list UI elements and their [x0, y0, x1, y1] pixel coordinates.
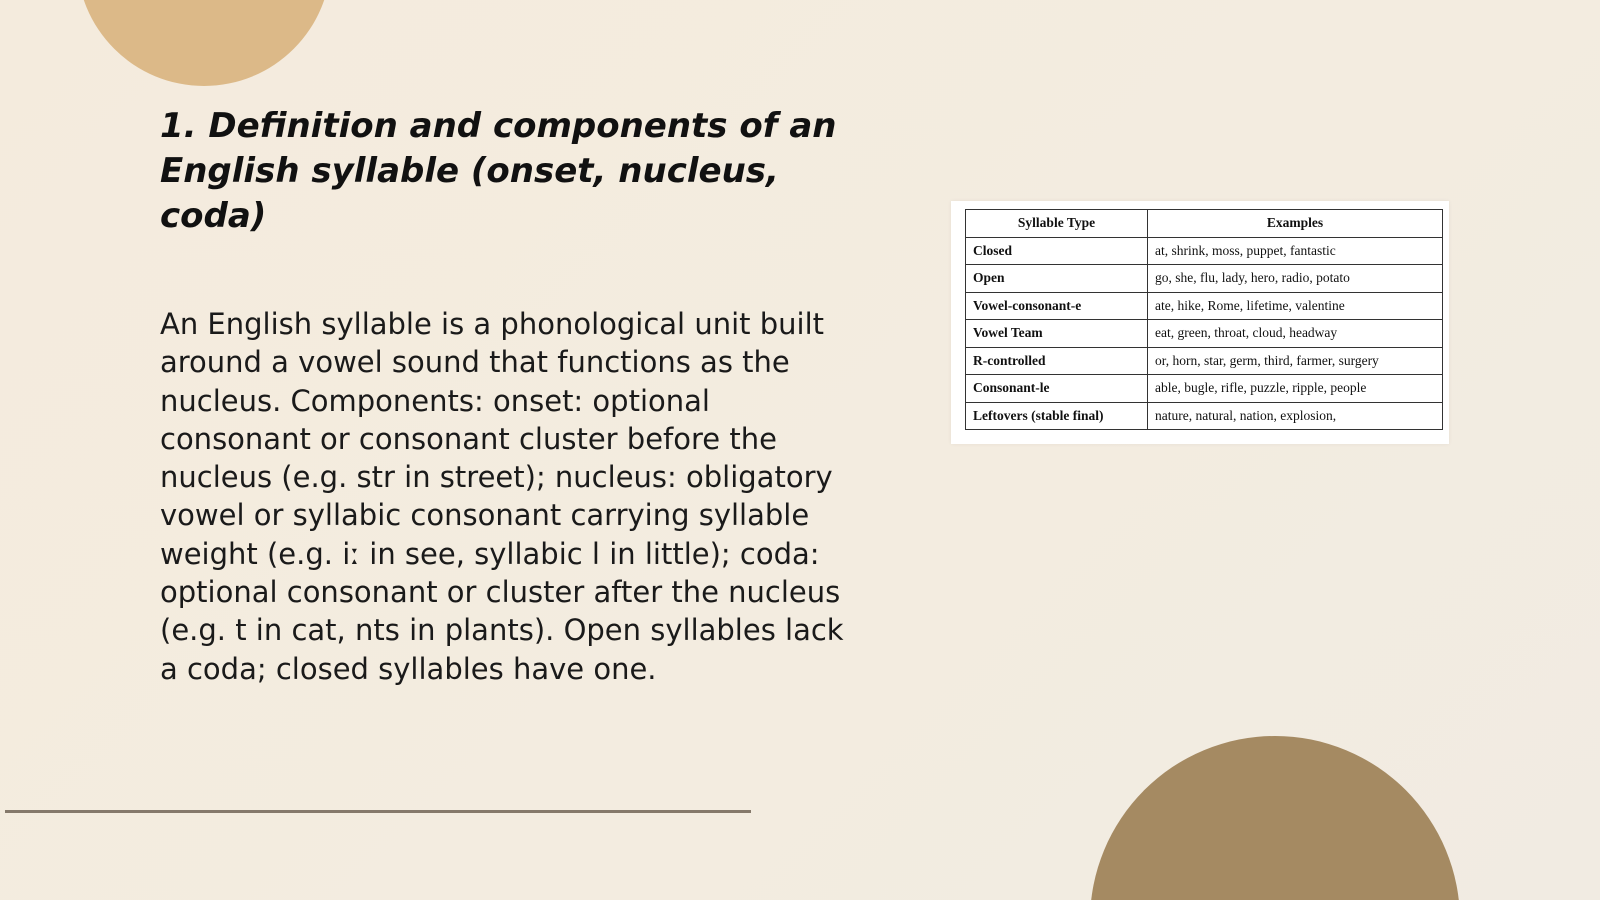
syllable-type-cell: Vowel Team — [966, 320, 1148, 348]
syllable-type-cell: Open — [966, 265, 1148, 293]
examples-cell: ate, hike, Rome, lifetime, valentine — [1148, 292, 1443, 320]
examples-cell: nature, natural, nation, explosion, — [1148, 402, 1443, 430]
table-row — [966, 237, 1443, 265]
decorative-circle-bottom — [1090, 736, 1460, 900]
table-row — [966, 265, 1443, 293]
examples-cell: or, horn, star, germ, third, farmer, surgery — [1148, 347, 1443, 375]
divider-line — [5, 810, 751, 813]
table-row — [966, 402, 1443, 430]
examples-cell: go, she, flu, lady, hero, radio, potato — [1148, 265, 1443, 293]
examples-cell: eat, green, throat, cloud, headway — [1148, 320, 1443, 348]
table-row — [966, 320, 1443, 348]
examples-cell: at, shrink, moss, puppet, fantastic — [1148, 237, 1443, 265]
syllable-type-cell: Leftovers (stable final) — [966, 402, 1148, 430]
decorative-circle-top — [77, 0, 331, 86]
table-row — [966, 375, 1443, 403]
table-header-row — [966, 210, 1443, 238]
column-header-examples: Examples — [1148, 210, 1443, 238]
table-row — [966, 292, 1443, 320]
table-row — [966, 347, 1443, 375]
column-header-syllable-type: Syllable Type — [966, 210, 1148, 238]
syllable-type-table — [965, 209, 1443, 430]
syllable-type-cell: Vowel-consonant-e — [966, 292, 1148, 320]
syllable-type-cell: R-controlled — [966, 347, 1148, 375]
slide-title: 1. Definition and components of an English syllable (onset, nucleus, coda) — [160, 106, 837, 236]
syllable-type-table-image — [951, 201, 1449, 444]
syllable-type-cell: Consonant-le — [966, 375, 1148, 403]
examples-cell: able, bugle, rifle, puzzle, ripple, people — [1148, 375, 1443, 403]
syllable-type-cell: Closed — [966, 237, 1148, 265]
slide-body-text: An English syllable is a phonological unit built around a vowel sound that functions as the nucleus. Components: onset: optional consonant or consonant cluster before the nucleus (e.g. str in street); nucleus: obligatory vowel or syllabic consonant carrying syllable weight (e.g. iː in see, syllabic l in little); coda: optional consonant or cluster after the nucleus (e.g. t in cat, nts in plants). Open syllables lack a coda; closed syllables have one. — [160, 307, 844, 686]
